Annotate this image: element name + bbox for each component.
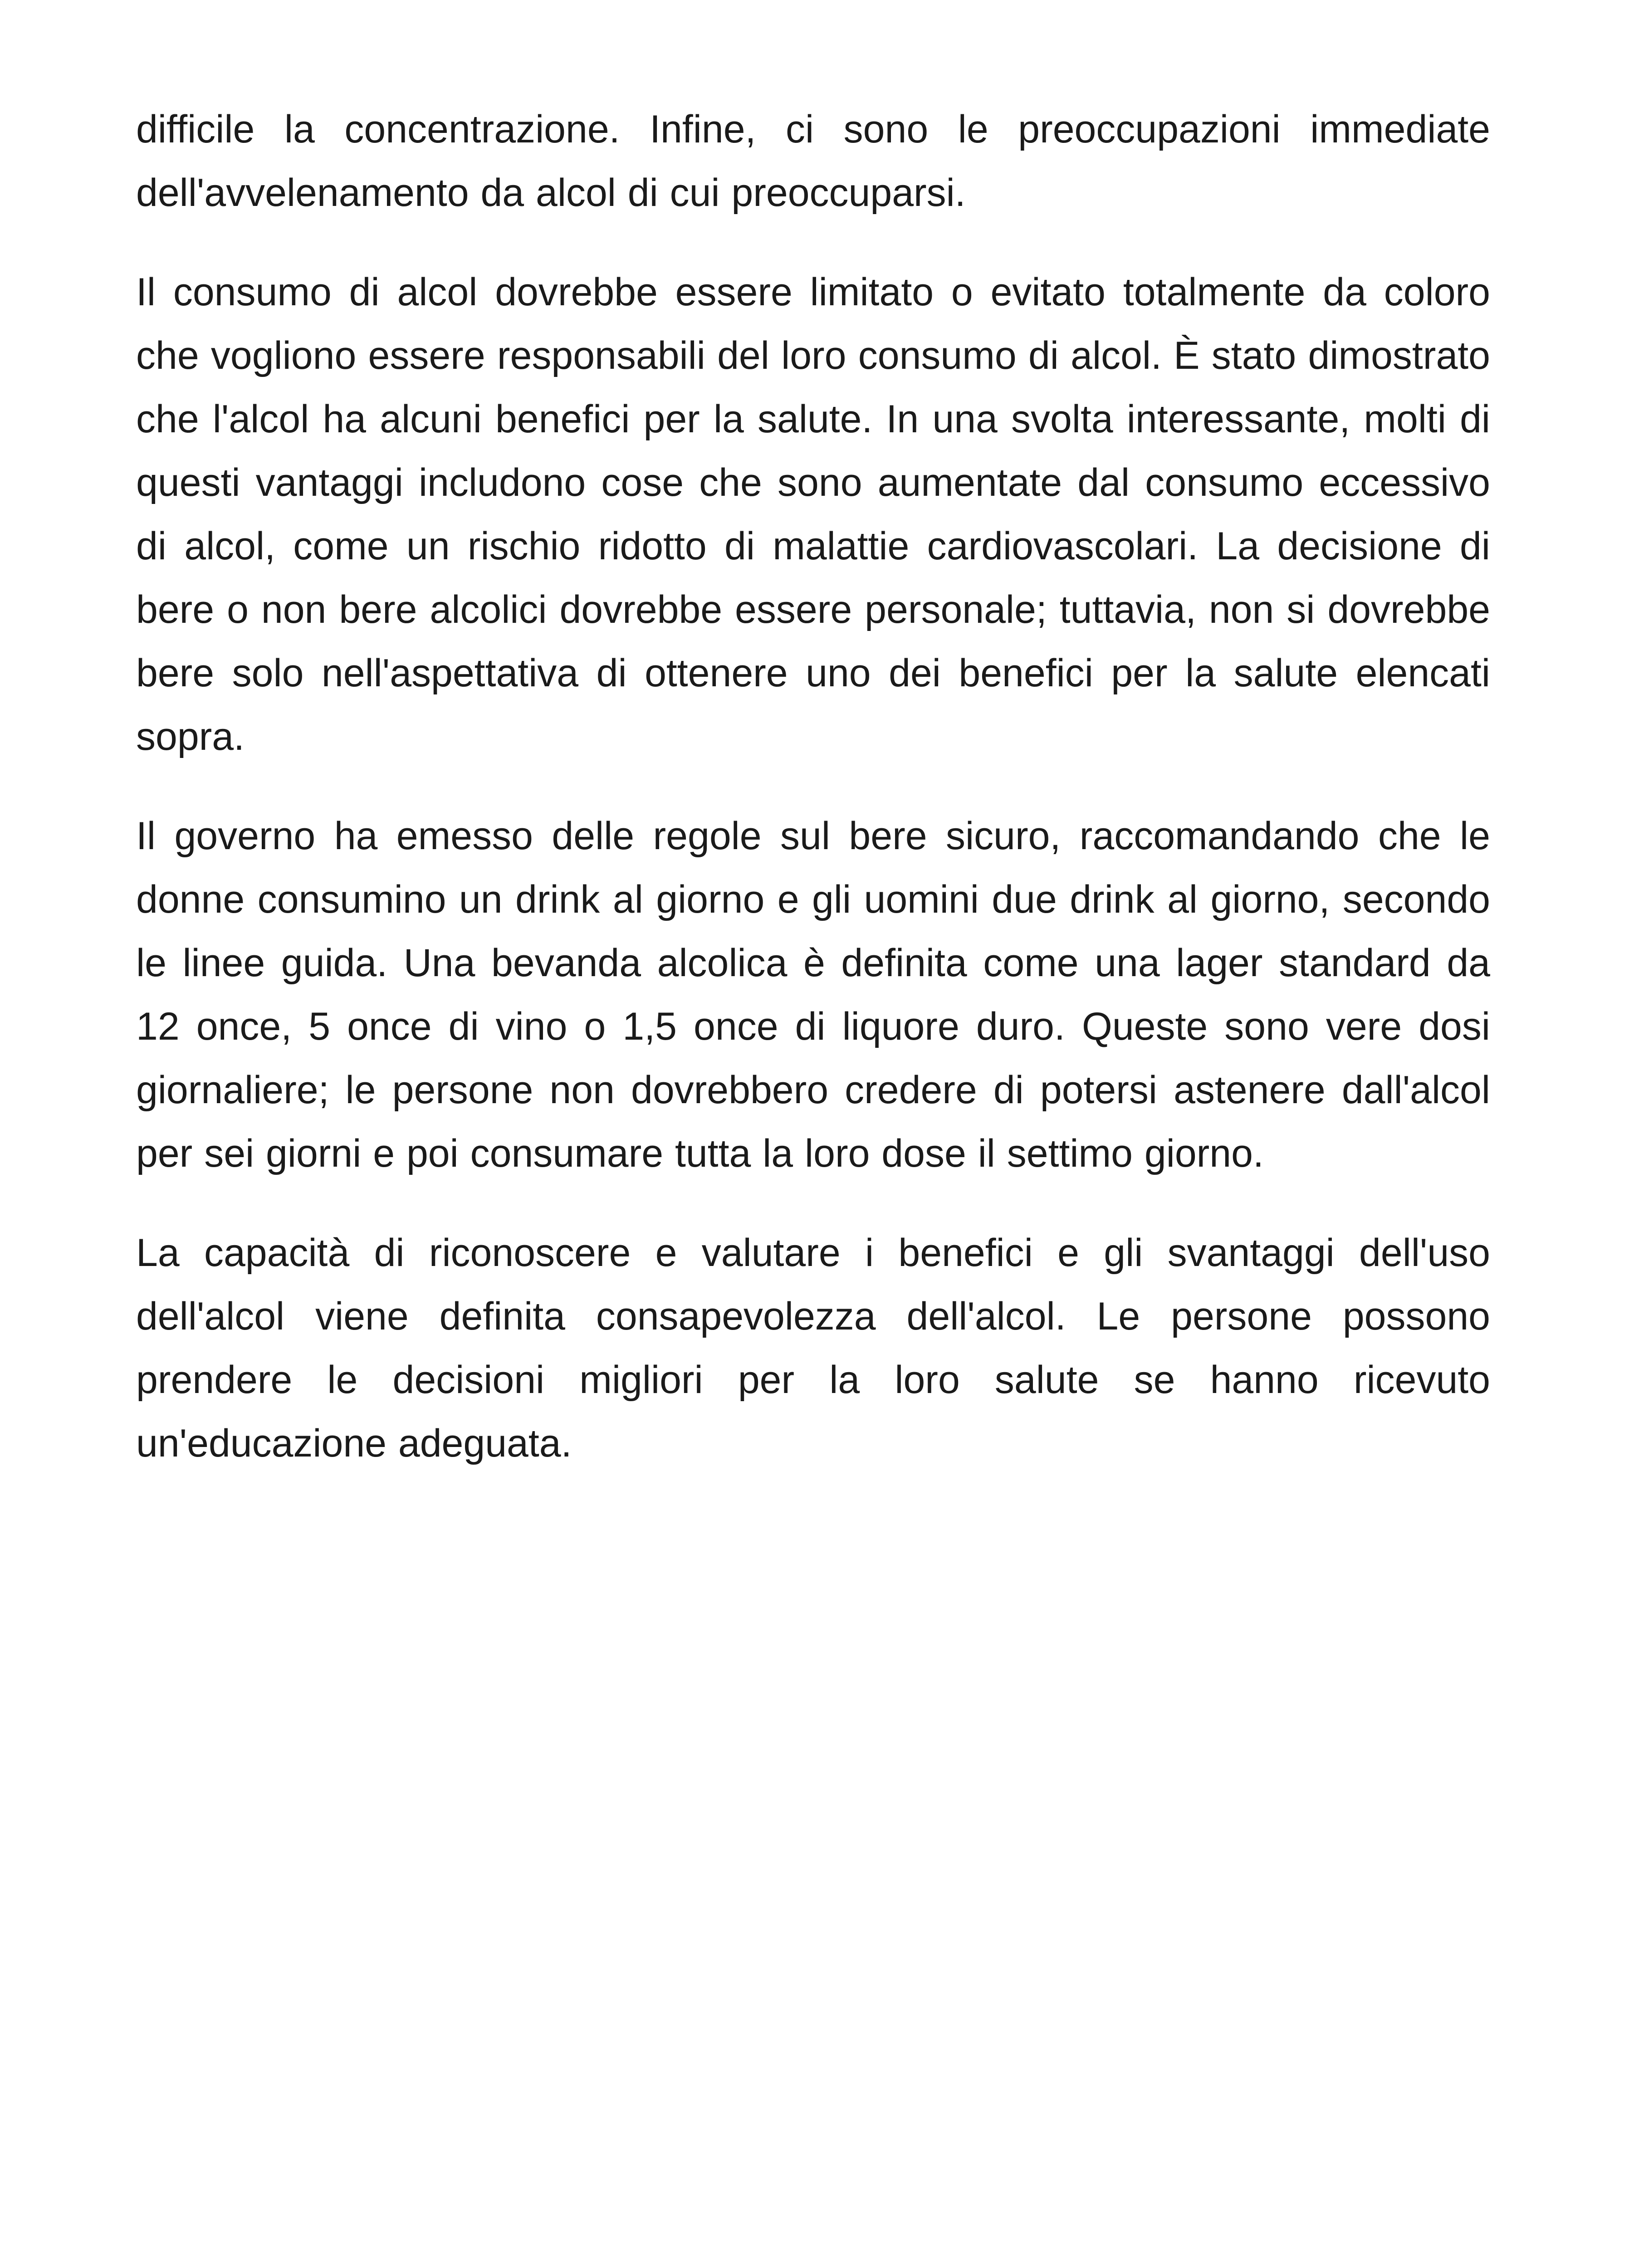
paragraph-2: Il consumo di alcol dovrebbe essere limitato o evitato totalmente da coloro che vogliono essere responsabili del loro consumo di alcol. È stato dimostrato che l'alcol ha alcuni benefici per la salute. In una svolta interessante, molti di questi vantaggi includono cose che sono aumentate dal consumo eccessivo di alcol, come un rischio ridotto di malattie cardiovascolari. La decisione di bere o non bere alcolici dovrebbe essere personale; tuttavia, non si dovrebbe bere solo nell'aspettativa di ottenere uno dei benefici per la salute elencati sopra. bbox=[136, 270, 1490, 758]
paragraph-4: La capacità di riconoscere e valutare i benefici e gli svantaggi dell'uso dell'alcol viene definita consapevolezza dell'alcol. Le persone possono prendere le decisioni migliori per la loro salute se hanno ricevuto un'educazione adeguata. bbox=[136, 1231, 1490, 1465]
paragraph-3: Il governo ha emesso delle regole sul bere sicuro, raccomandando che le donne consumino un drink al giorno e gli uomini due drink al giorno, secondo le linee guida. Una bevanda alcolica è definita come una lager standard da 12 once, 5 once di vino o 1,5 once di liquore duro. Queste sono vere dosi giornaliere; le persone non dovrebbero credere di potersi astenere dall'alcol per sei giorni e poi consumare tutta la loro dose il settimo giorno. bbox=[136, 814, 1490, 1175]
paragraph-1: difficile la concentrazione. Infine, ci sono le preoccupazioni immediate dell'avvelenamento da alcol di cui preoccuparsi. bbox=[136, 108, 1490, 215]
body-text bbox=[136, 98, 1490, 1511]
